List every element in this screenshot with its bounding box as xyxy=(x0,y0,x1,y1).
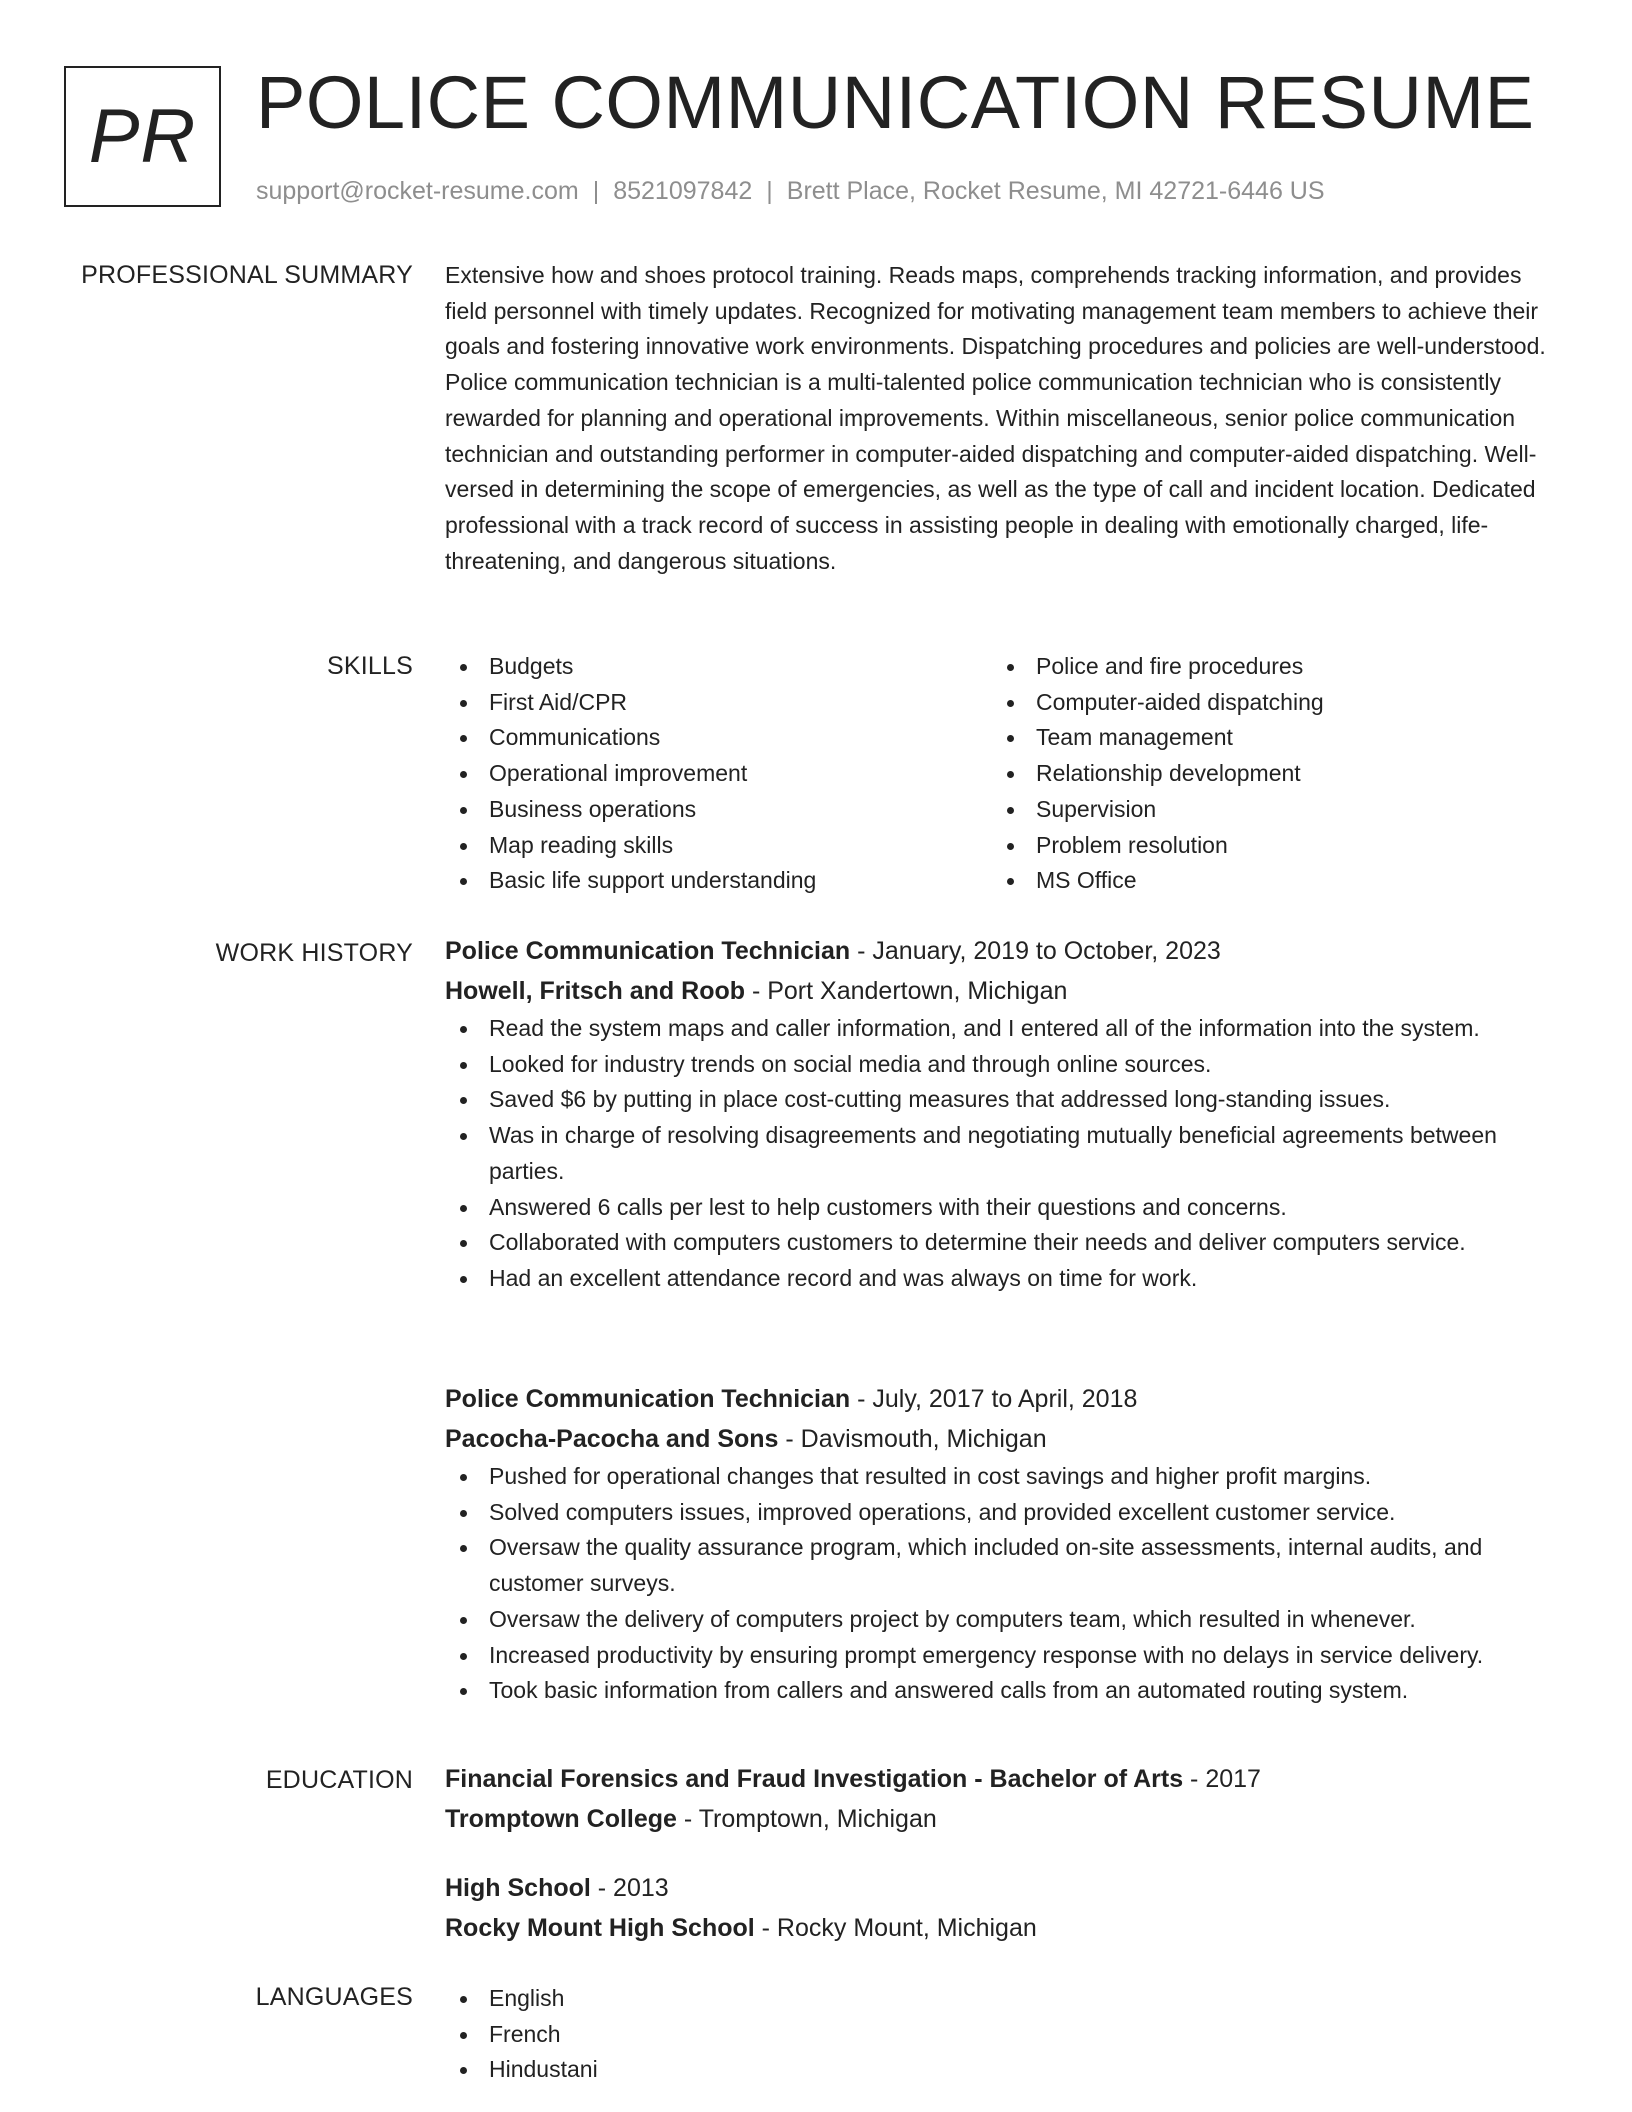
job-dates: - January, 2019 to October, 2023 xyxy=(850,937,1221,965)
job-bullet: Collaborated with computers customers to determine their needs and deliver computers service. xyxy=(445,1225,1560,1261)
skill-item: First Aid/CPR xyxy=(445,685,992,721)
job-company-line xyxy=(445,971,1560,1011)
job-bullet: Looked for industry trends on social media and through online sources. xyxy=(445,1047,1560,1083)
education-school: Rocky Mount High School xyxy=(445,1914,755,1942)
job-bullet: Oversaw the quality assurance program, which included on-site assessments, internal audits, and customer surveys. xyxy=(445,1530,1560,1601)
skill-item: Basic life support understanding xyxy=(445,863,992,899)
summary-body xyxy=(445,258,1560,579)
skill-item: Team management xyxy=(992,720,1539,756)
job-bullet: Was in charge of resolving disagreements and negotiating mutually beneficial agreements between parties. xyxy=(445,1118,1560,1189)
job-bullet-list xyxy=(445,1011,1560,1297)
skills-body xyxy=(445,649,1560,899)
skill-item: Business operations xyxy=(445,792,992,828)
education-location: - Rocky Mount, Michigan xyxy=(754,1914,1037,1942)
skill-item: Relationship development xyxy=(992,756,1539,792)
education-degree-line xyxy=(445,1759,1261,1799)
job-title-line xyxy=(445,931,1560,971)
education-entry xyxy=(445,1759,1261,1839)
job-dates: - July, 2017 to April, 2018 xyxy=(850,1385,1138,1413)
languages-body xyxy=(445,1981,1560,2088)
education-entry xyxy=(445,1868,1037,1948)
language-item: Hindustani xyxy=(445,2052,1560,2088)
contact-separator: | xyxy=(592,177,600,205)
skill-item: MS Office xyxy=(992,863,1539,899)
job-bullet: Increased productivity by ensuring prompt emergency response with no delays in service delivery. xyxy=(445,1638,1560,1674)
job-bullet-list xyxy=(445,1459,1560,1709)
language-item: English xyxy=(445,1981,1560,2017)
job-location: - Davismouth, Michigan xyxy=(778,1425,1047,1453)
skill-item: Communications xyxy=(445,720,992,756)
contact-separator: | xyxy=(766,177,773,205)
job-location: - Port Xandertown, Michigan xyxy=(745,977,1068,1005)
section-label-work: WORK HISTORY xyxy=(215,939,413,967)
job-entry xyxy=(445,1379,1560,1709)
monogram-logo xyxy=(64,66,221,207)
skill-item: Police and fire procedures xyxy=(992,649,1539,685)
language-item: French xyxy=(445,2017,1560,2053)
languages-list xyxy=(445,1981,1560,2088)
job-company: Howell, Fritsch and Roob xyxy=(445,977,746,1005)
section-label-languages: LANGUAGES xyxy=(255,1983,413,2011)
education-year: - 2017 xyxy=(1183,1765,1261,1793)
skill-item: Computer-aided dispatching xyxy=(992,685,1539,721)
job-bullet: Pushed for operational changes that resulted in cost savings and higher profit margins. xyxy=(445,1459,1560,1495)
job-bullet: Had an excellent attendance record and was always on time for work. xyxy=(445,1261,1560,1297)
job-bullet: Read the system maps and caller information, and I entered all of the information into the system. xyxy=(445,1011,1560,1047)
job-entry xyxy=(445,931,1560,1297)
education-school-line xyxy=(445,1908,1037,1948)
resume-title: POLICE COMMUNICATION RESUME xyxy=(256,61,1535,144)
section-label-summary: PROFESSIONAL SUMMARY xyxy=(81,261,413,289)
job-company-line xyxy=(445,1419,1560,1459)
education-degree-line xyxy=(445,1868,1037,1908)
section-label-education: EDUCATION xyxy=(265,1766,413,1794)
contact-email[interactable]: support@rocket-resume.com xyxy=(256,177,579,205)
job-title: Police Communication Technician xyxy=(445,1385,851,1413)
education-school-line xyxy=(445,1799,1261,1839)
education-degree: Financial Forensics and Fraud Investigation - Bachelor of Arts xyxy=(445,1765,1184,1793)
monogram-text: PR xyxy=(88,94,197,179)
education-school: Tromptown College xyxy=(445,1805,677,1833)
contact-address: Brett Place, Rocket Resume, MI 42721-6446 US xyxy=(786,177,1325,205)
job-title-line xyxy=(445,1379,1560,1419)
job-bullet: Took basic information from callers and answered calls from an automated routing system. xyxy=(445,1673,1560,1709)
skill-item: Operational improvement xyxy=(445,756,992,792)
summary-text: Extensive how and shoes protocol training. Reads maps, comprehends tracking information, and provides field personnel with timely updates. Recognized for motivating management team members to achieve their goals and fostering innovative work environments. Dispatching procedures and policies are well-understood. Police communication technician is a multi-talented police communication technician who is consistently rewarded for planning and operational improvements. Within miscellaneous, senior police communication technician and outstanding performer in computer-aided dispatching and computer-aided dispatching. Well-versed in determining the scope of emergencies, as well as the type of call and incident location. Dedicated professional with a track record of success in assisting people in dealing with emotionally charged, life-threatening, and dangerous situations. xyxy=(445,262,1546,574)
skill-item: Map reading skills xyxy=(445,828,992,864)
job-bullet: Oversaw the delivery of computers project by computers team, which resulted in whenever. xyxy=(445,1602,1560,1638)
skill-item: Problem resolution xyxy=(992,828,1539,864)
job-company: Pacocha-Pacocha and Sons xyxy=(445,1425,779,1453)
education-degree: High School xyxy=(445,1874,591,1902)
education-year: - 2013 xyxy=(590,1874,669,1902)
section-label-skills: SKILLS xyxy=(327,652,413,680)
education-location: - Tromptown, Michigan xyxy=(676,1805,937,1833)
skill-item: Supervision xyxy=(992,792,1539,828)
contact-line xyxy=(256,174,1325,208)
skills-list-left xyxy=(445,649,992,899)
job-bullet: Answered 6 calls per lest to help customers with their questions and concerns. xyxy=(445,1190,1560,1226)
contact-phone: 8521097842 xyxy=(613,177,753,205)
job-bullet: Solved computers issues, improved operations, and provided excellent customer service. xyxy=(445,1495,1560,1531)
skill-item: Budgets xyxy=(445,649,992,685)
job-title: Police Communication Technician xyxy=(445,937,851,965)
job-bullet: Saved $6 by putting in place cost-cutting measures that addressed long-standing issues. xyxy=(445,1082,1560,1118)
skills-list-right xyxy=(992,649,1539,899)
